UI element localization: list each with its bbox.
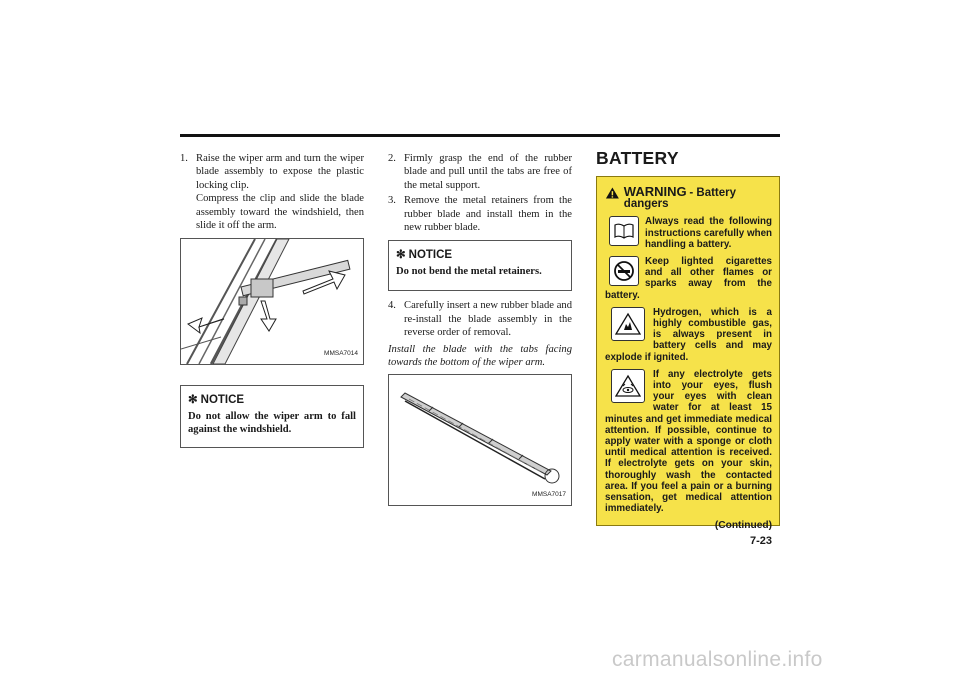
notice-text: Do not allow the wiper arm to fall against the windshield.	[188, 410, 356, 436]
step-number: 2.	[388, 153, 396, 164]
notice-box	[180, 385, 364, 448]
notice-box	[388, 240, 572, 291]
column-middle	[388, 152, 572, 506]
step-text: Firmly grasp the end of the rubber blade and pull until the tabs are free of the metal support.	[404, 153, 572, 191]
column-left	[180, 152, 364, 448]
step-3	[388, 194, 572, 234]
warning-word: WARNING	[623, 184, 687, 199]
notice-title: NOTICE	[200, 394, 245, 407]
warning-subject: - Battery dangers	[623, 187, 737, 211]
notice-text: Do not bend the metal retainers.	[396, 265, 542, 277]
step-text: Raise the wiper arm and turn the wiper blade assembly to expose the plastic locking clip.	[196, 153, 364, 191]
warning-header	[605, 186, 772, 210]
step-1	[180, 152, 364, 232]
watermark: carmanualsonline.info	[612, 648, 823, 671]
no-smoking-icon	[609, 256, 639, 286]
warning-item	[605, 216, 772, 250]
step-text-continued: Compress the clip and slide the blade assembly toward the windshield, then slide it off the arm.	[196, 193, 364, 232]
wiper-blade-illustration	[389, 375, 571, 505]
section-title: BATTERY	[596, 148, 679, 168]
manual-book-icon	[609, 216, 639, 246]
step-text: Remove the metal retainers from the rubber blade and install them in the new rubber blade.	[404, 195, 572, 234]
header-rule	[180, 134, 780, 137]
notice-header	[396, 249, 564, 262]
wiper-arm-figure	[180, 238, 364, 365]
page-number: 7-23	[750, 535, 773, 547]
warning-item	[605, 307, 772, 363]
warning-item-text: Keep lighted cigarettes and all other flames or sparks away from the battery.	[605, 256, 772, 301]
step-2	[388, 152, 572, 192]
figure-code: MMSA7017	[532, 491, 566, 499]
step-text: Carefully insert a new rubber blade and re-install the blade assembly in the reverse order of removal.	[404, 300, 572, 339]
warning-item-text: If any electrolyte gets into your eyes, flush your eyes with clean water for at least 15 minutes and get immediate medical attention. If possible, continue to apply water with a sponge or cloth until medical attention is received. If electrolyte gets on your skin, thoroughly wash the contacted area. If you feel a pain or a burning sensation, get medical attention immediately.	[605, 368, 772, 515]
continued-label: (Continued)	[714, 520, 772, 532]
wiper-arm-illustration	[181, 239, 363, 364]
step-number: 1.	[180, 153, 188, 164]
eye-splash-icon	[611, 369, 645, 403]
battery-warning-box	[596, 176, 780, 532]
step-number: 4.	[388, 300, 396, 312]
step-4	[388, 299, 572, 339]
explosion-icon	[611, 307, 645, 341]
warning-triangle-icon	[605, 186, 620, 200]
warning-item	[605, 369, 772, 515]
warning-item	[605, 256, 772, 301]
notice-title: NOTICE	[408, 249, 453, 262]
figure-code: MMSA7014	[324, 350, 358, 358]
warning-item-text: Always read the following instructions carefully when handling a battery.	[645, 216, 772, 250]
step-number: 3.	[388, 195, 396, 207]
notice-icon: ✻	[396, 249, 406, 262]
install-note: Install the blade with the tabs facing towards the bottom of the wiper arm.	[388, 343, 572, 369]
warning-item-text: Hydrogen, which is a highly combustible gas, is always present in battery cells and may explode if ignited.	[605, 306, 772, 363]
notice-header	[188, 394, 356, 407]
wiper-blade-figure	[388, 374, 572, 506]
notice-icon: ✻	[188, 394, 198, 407]
